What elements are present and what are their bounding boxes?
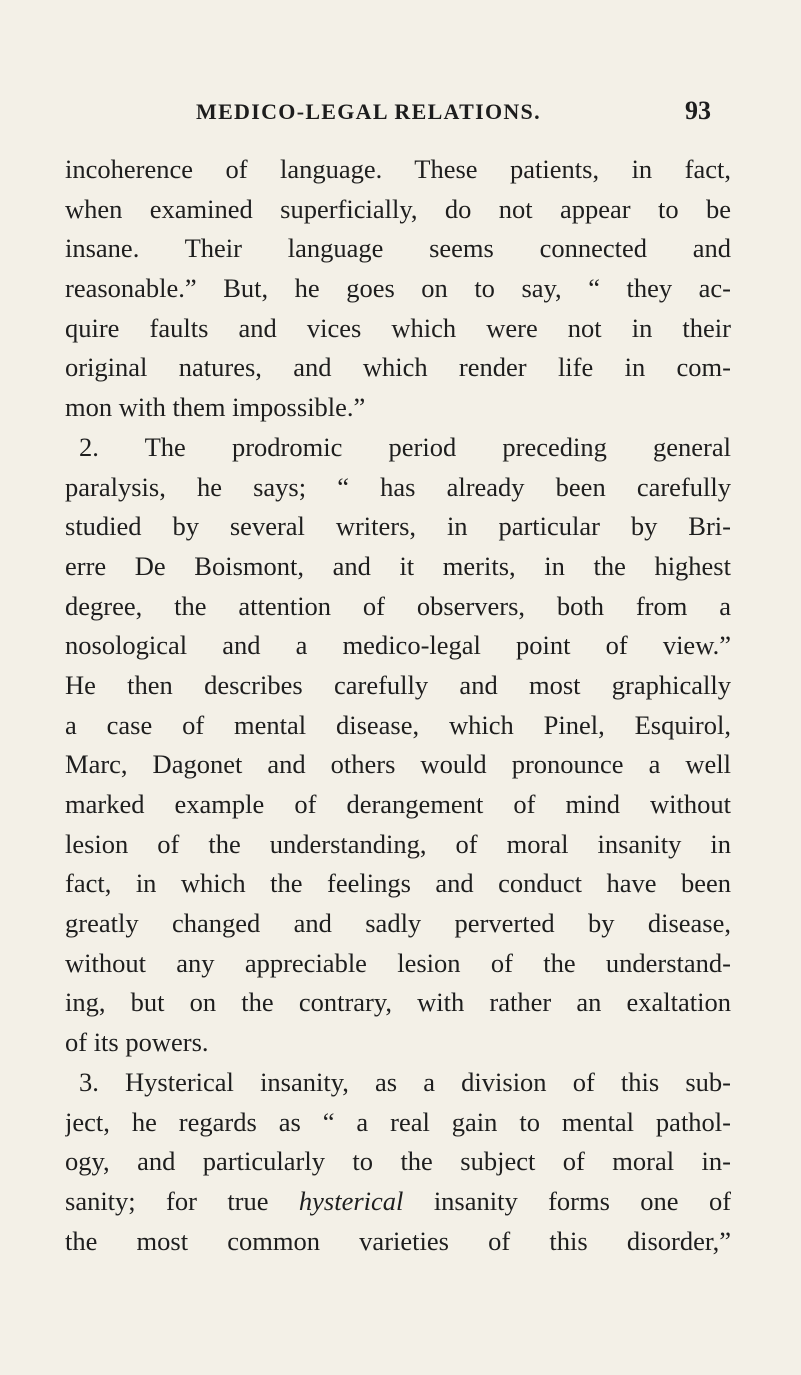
text-line: the most common varieties of this disorder,” [65, 1225, 731, 1256]
text-line: greatly changed and sadly perverted by disease, [65, 908, 731, 939]
text-line: reasonable.” But, he goes on to say, “ they ac- [65, 273, 731, 304]
text-segment: sanity; for true [65, 1185, 269, 1216]
text-line: studied by several writers, in particular by Bri- [65, 511, 731, 542]
text-line: paralysis, he says; “ has already been carefully [65, 471, 731, 502]
text-line: lesion of the understanding, of moral insanity in [65, 828, 731, 859]
text-line: ing, but on the contrary, with rather an exaltation [65, 987, 731, 1018]
text-line: He then describes carefully and most graphically [65, 669, 731, 700]
text-line: Marc, Dagonet and others would pronounce a well [65, 749, 731, 780]
text-line: of its powers. [65, 1027, 209, 1058]
page-number: 93 [685, 96, 711, 125]
text-line: original natures, and which render life in com- [65, 352, 731, 383]
text-line: ogy, and particularly to the subject of moral in- [65, 1146, 731, 1177]
text-line: mon with them impossible.” [65, 392, 366, 423]
text-line: marked example of derangement of mind without [65, 789, 731, 819]
text-line: degree, the attention of observers, both from a [65, 590, 731, 621]
text-line: nosological and a medico-legal point of view.” [65, 630, 731, 661]
text-line: fact, in which the feelings and conduct have been [65, 868, 731, 899]
text-line: ject, he regards as “ a real gain to mental pathol- [65, 1106, 731, 1137]
text-line: when examined superficially, do not appear to be [65, 193, 731, 224]
body-text [65, 150, 731, 1261]
paragraph-3-start: 3. Hysterical insanity, as a division of this sub- [79, 1066, 731, 1097]
paragraph-2-start: 2. The prodromic period preceding general [79, 431, 731, 462]
text-line: a case of mental disease, which Pinel, Esquirol, [65, 709, 731, 740]
text-line: insane. Their language seems connected and [65, 233, 731, 264]
running-head-title: MEDICO-LEGAL RELATIONS. [196, 99, 541, 124]
text-line: erre De Boismont, and it merits, in the highest [65, 550, 731, 581]
text-line-with-italic [65, 1182, 731, 1222]
italic-term: hysterical [298, 1185, 404, 1216]
text-segment: insanity forms one of [433, 1185, 731, 1216]
text-line: without any appreciable lesion of the understand- [65, 947, 731, 978]
text-line: incoherence of language. These patients, in fact, [65, 154, 731, 184]
text-line: quire faults and vices which were not in their [65, 312, 731, 343]
